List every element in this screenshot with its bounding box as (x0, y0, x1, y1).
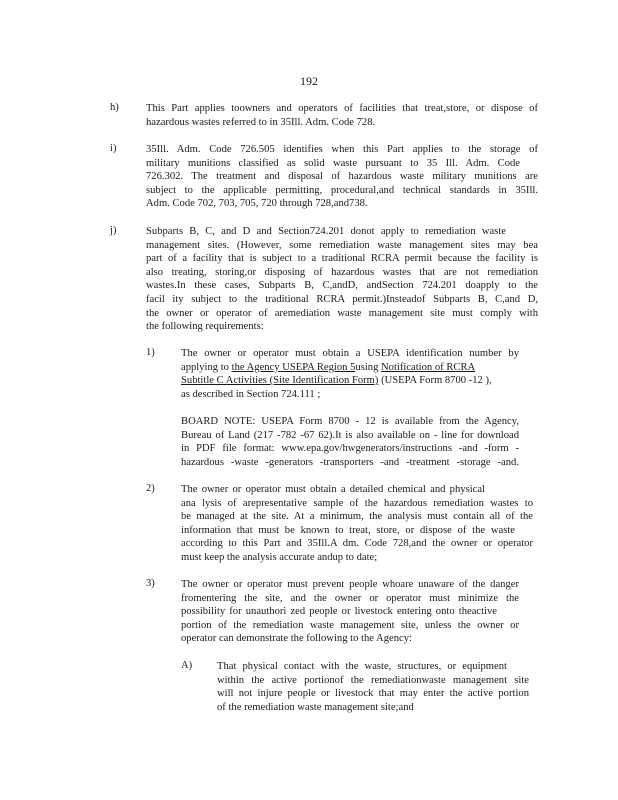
item-j1-text-run: using (355, 361, 382, 373)
item-i-line: subject to the applicable permitting, procedural,and technical standards in 35Ill. (146, 184, 538, 196)
item-h-line: This Part applies toowners and operators of facilities that treat,store, or dispose of (146, 103, 538, 114)
agency-link-text: the Agency USEPA Region 5 (231, 361, 356, 373)
item-j3-line: The owner or operator must prevent people whoare unaware of the danger (181, 579, 519, 590)
item-h-text (146, 102, 538, 129)
notification-link-text: Notification of RCRA (381, 361, 476, 373)
item-j3-line: portion of the remediation waste management site, unless the owner or (181, 619, 519, 631)
item-i-text (146, 143, 538, 211)
item-j3-marker: 3) (146, 578, 155, 589)
item-j1-line (181, 374, 519, 388)
item-j-line: the owner or operator of aremediation waste management site must comply with (146, 307, 538, 319)
item-j3a-text (217, 660, 529, 714)
item-i-line: military munitions classified as solid waste pursuant to 35 Ill. Adm. Code (146, 157, 520, 169)
form-title-underlined: Subtitle C Activities (Site Identification Form) (181, 375, 379, 387)
item-j2-line: according to this Part and 35Ill.A dm. Code 728,and the owner or operator (181, 538, 533, 550)
board-note (181, 415, 519, 469)
item-j2-line: ana lysis of arepresentative sample of the hazardous remediation wastes to (181, 497, 533, 509)
item-j-line: Subparts B, C, and D and Section724.201 donot apply to remediation waste (146, 226, 506, 237)
item-i-line: Adm. Code 702, 703, 705, 720 through 728,and738. (146, 198, 368, 210)
item-i-line: 726.302. The treatment and disposal of hazardous waste military munitions are (146, 171, 538, 183)
item-i-marker: i) (110, 143, 117, 154)
item-j1-marker: 1) (146, 347, 155, 358)
item-j3a-line: within the active portionof the remediationwaste management site (217, 674, 529, 686)
item-j3-line: operator can demonstrate the following to the Agency: (181, 633, 412, 645)
item-j3-text (181, 578, 519, 646)
item-j-line: also treating, storing,or disposing of hazardous wastes that are not remediation (146, 266, 538, 278)
item-j2-line: be managed at the site. At a minimum, the analysis must contain all of the (181, 511, 533, 523)
item-h-line: hazardous wastes referred to in 35Ill. Adm. Code 728. (146, 116, 376, 128)
item-j-line: the following requirements: (146, 321, 264, 333)
item-j1-line: The owner or operator must obtain a USEPA identification number by (181, 348, 519, 359)
item-j-line: wastes.In these cases, Subparts B, C,andD, andSection 724.201 doapply to the (146, 280, 538, 292)
item-j3-line: possibility for unauthori zed people or livestock entering onto theactive (181, 606, 497, 618)
item-j2-marker: 2) (146, 483, 155, 494)
item-j1-text-run: (USEPA Form 8700 -12 ), (378, 375, 492, 387)
board-note-line: BOARD NOTE: USEPA Form 8700 - 12 is available from the Agency, (181, 416, 519, 427)
board-note-line: in PDF file format: www.epa.gov/hwgenerators/instructions -and -form - (181, 443, 519, 455)
page-number: 192 (300, 74, 318, 88)
item-j2-line: information that must be known to treat, store, or dispose of the waste (181, 524, 515, 536)
item-j-line: management sites. (However, some remediation waste management sites may bea (146, 239, 538, 251)
item-j-line: part of a facility that is subject to a traditional RCRA permit because the facility is (146, 253, 538, 265)
board-note-line: Bureau of Land (217 -782 -67 62).It is also available on - line for download (181, 429, 519, 441)
item-h-marker: h) (110, 102, 119, 113)
item-j-text (146, 225, 538, 334)
item-j-line: facil ity subject to the traditional RCRA permit.)Insteadof Subparts B, C,and D, (146, 293, 538, 305)
item-j3a-marker: A) (181, 660, 193, 671)
board-note-line: hazardous -waste -generators -transporters -and -treatment -storage -and. (181, 456, 519, 468)
item-j3a-line: That physical contact with the waste, structures, or equipment (217, 661, 507, 672)
item-j1-line (181, 361, 519, 375)
item-j2-line: must keep the analysis accurate andup to date; (181, 551, 378, 563)
item-j1-line: as described in Section 724.111 ; (181, 388, 321, 400)
item-j1-text-run: applying to (181, 361, 232, 373)
item-j1-text (181, 347, 519, 401)
item-i-line: 35Ill. Adm. Code 726.505 identifies when this Part applies to the storage of (146, 144, 538, 155)
item-j3-line: fromentering the site, and the owner or operator must minimize the (181, 592, 519, 604)
item-j-marker: j) (110, 225, 117, 236)
item-j2-text (181, 483, 533, 565)
item-j2-line: The owner or operator must obtain a detailed chemical and physical (181, 484, 485, 495)
item-j3a-line: will not injure people or livestock that may enter the active portion (217, 688, 529, 700)
item-j3a-line: of the remediation waste management site;and (217, 701, 414, 713)
